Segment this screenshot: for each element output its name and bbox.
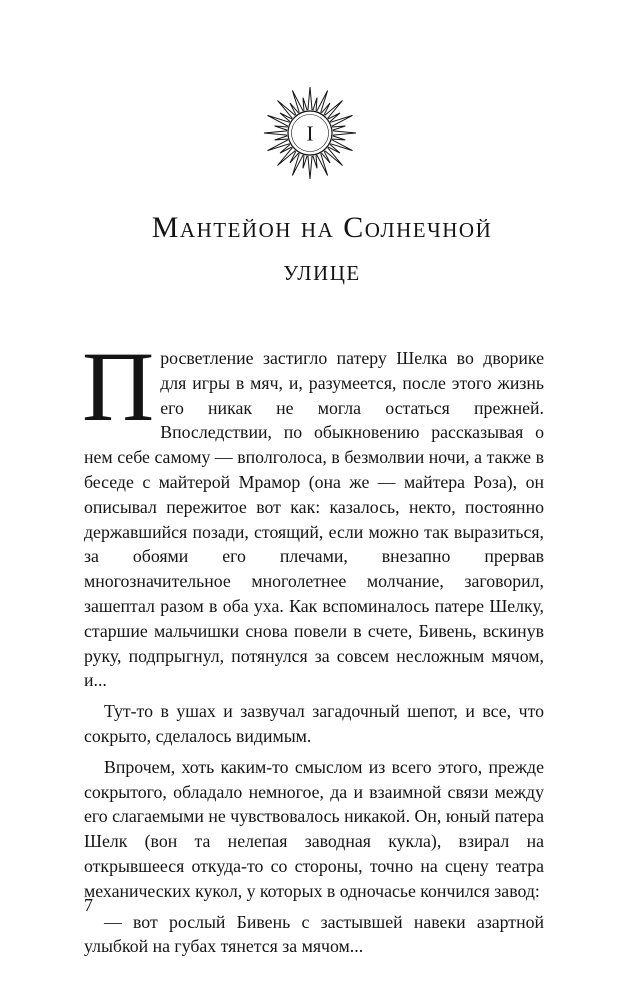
sun-ray <box>277 100 295 118</box>
sun-ray <box>292 153 303 175</box>
chapter-number: I <box>306 121 314 146</box>
paragraph-4: — вот рослый Бивень с застывшей навеки азартной улыбкой на губах тянется за мячом... <box>84 911 544 957</box>
sun-ornament <box>262 85 358 181</box>
sun-ray <box>303 98 307 111</box>
sun-ray <box>325 100 343 118</box>
paragraph-1-text: росветление застигло патеру Шелка во дворике для игры в мяч, и, разумеется, после этого жизнь его никак не могла остаться прежней. Впоследствии, по обыкновению рассказывая о нем себе самому — вполголоса, в безмолвии ночи, а также в беседе с майтерой Мрамор (она же — майтера Роза), он описывал пережитое вот как: казалось, некто, постоянно державшийся позади, стоящий, если можно так выразиться, за обоями его плечами, внезапно прервав многозначительное многолетнее молчание, заговорил, зашептал разом в оба уха. Как вспоминалось патере Шелку, старшие мальчишки снова повели в счете, Бивень, вскинув руку, подпрыгнул, потянулся за совсем несложным мячом, и... <box>84 348 544 691</box>
drop-cap: П <box>82 331 155 442</box>
sun-ray <box>332 126 345 130</box>
sun-ray <box>330 140 352 151</box>
sun-ray <box>268 115 290 126</box>
sun-ray <box>264 131 287 135</box>
sun-icon <box>262 85 358 181</box>
sun-ray <box>330 115 352 126</box>
sun-ray <box>313 155 317 168</box>
chapter-text <box>82 331 544 959</box>
paragraph-3: Впрочем, хоть каким-то смыслом из всего этого, прежде сокрытого, обладало немногое, да и взаимной связи между его слагаемыми не чувствовалось никакой. Он, юный патера Шелк (вон та нелепая заводная кукла), взирал на открывшееся откуда-то со стороны, точно на сцену театра механических кукол, у которых в одночасье кончился завод: <box>84 756 544 901</box>
paragraph-2: Тут-то в ушах и зазвучал загадочный шепот, и все, что сокрыто, сделалось видимым. <box>84 701 544 746</box>
chapter-title <box>40 206 604 292</box>
sun-ray <box>275 136 288 140</box>
sun-ray <box>303 155 307 168</box>
sun-ray <box>325 148 343 166</box>
sun-ray <box>268 140 290 151</box>
sun-ray <box>332 136 345 140</box>
sun-ray <box>308 87 312 110</box>
sun-ray <box>333 131 356 135</box>
chapter-title-line2: улице <box>283 254 361 287</box>
sun-ray <box>317 153 328 175</box>
paragraph-1 <box>82 331 544 693</box>
sun-ray <box>313 98 317 111</box>
sun-ray <box>275 126 288 130</box>
sun-ray <box>317 91 328 113</box>
sun-ray <box>277 148 295 166</box>
chapter-title-line1: Мантейон на Солнечной <box>151 211 493 244</box>
sun-ray <box>292 91 303 113</box>
page-number: 7 <box>84 895 93 915</box>
sun-ray <box>308 156 312 179</box>
